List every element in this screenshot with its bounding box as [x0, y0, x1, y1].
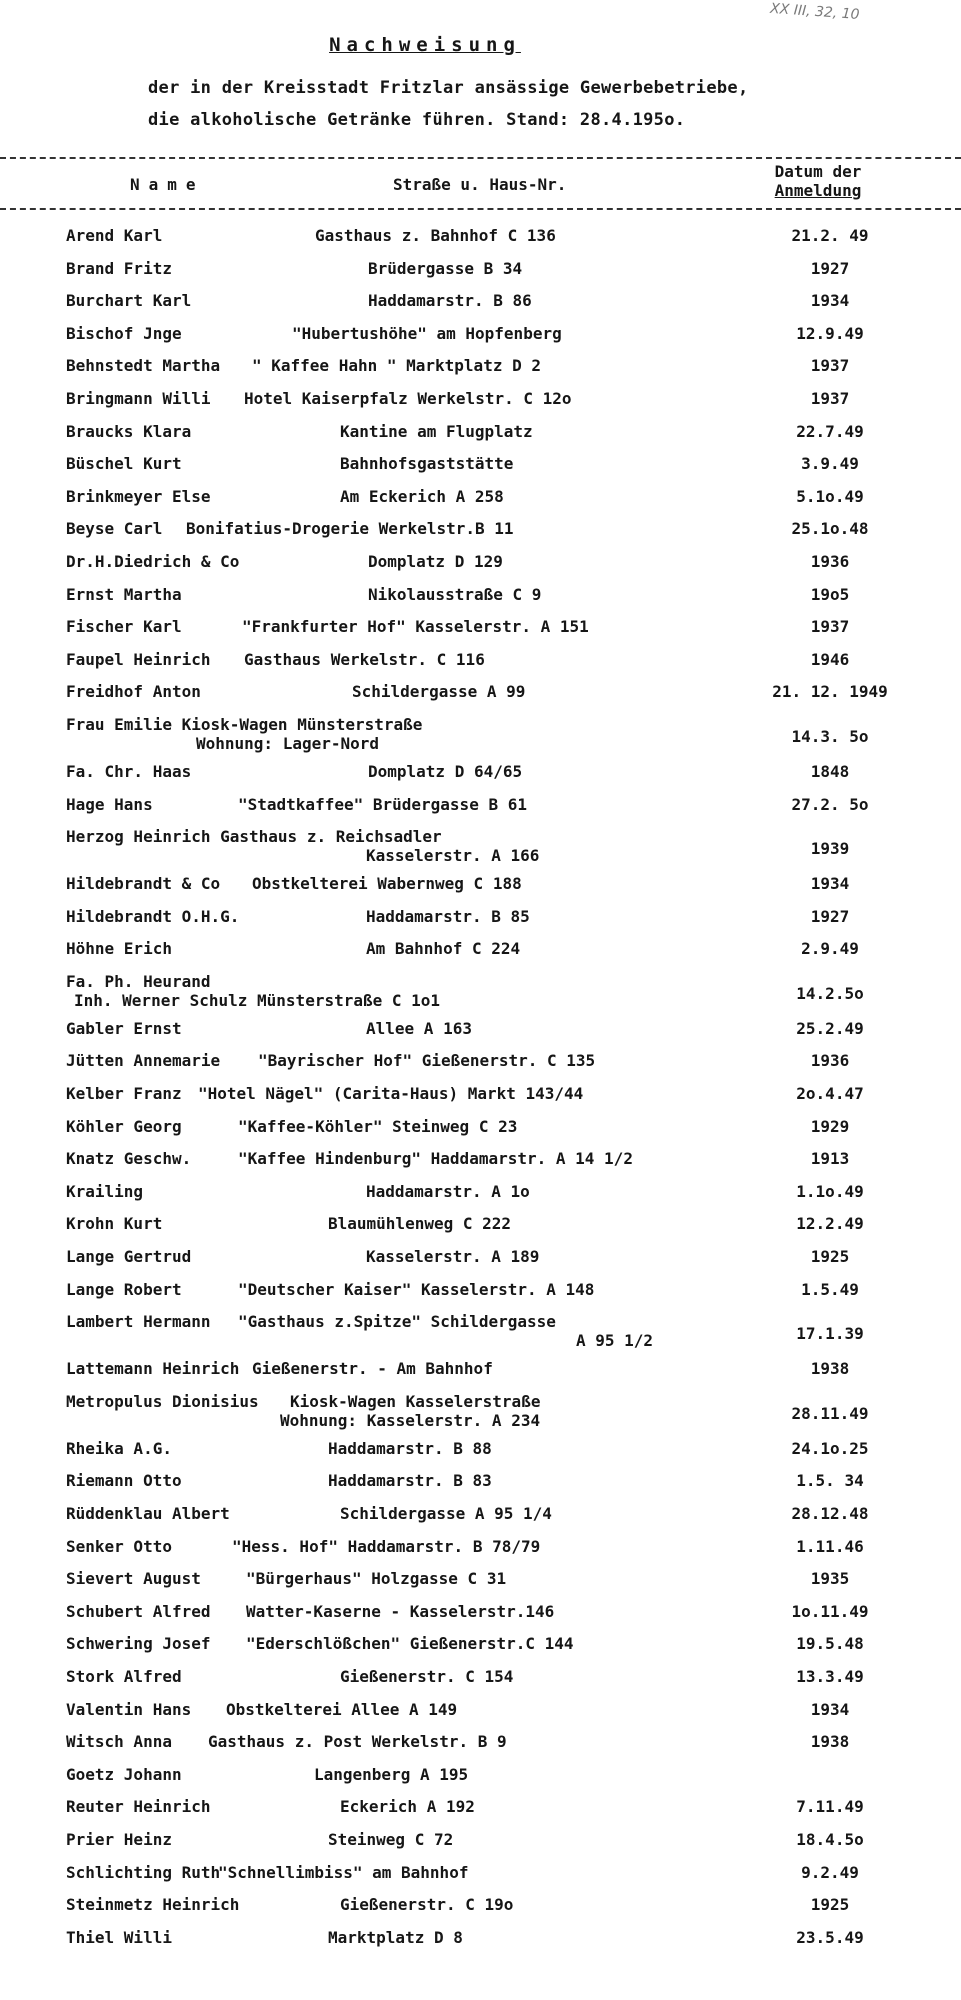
row-name: Witsch Anna — [66, 1732, 172, 1752]
row-name: Lambert Hermann — [66, 1312, 211, 1332]
row-name: Goetz Johann — [66, 1764, 182, 1784]
row-date: 1934 — [810, 874, 850, 894]
row-date: 1937 — [810, 617, 850, 637]
table-row — [0, 1084, 961, 1117]
row-date: 1848 — [810, 761, 850, 781]
table-row — [0, 1214, 961, 1247]
row-name: Rheika A.G. — [66, 1438, 172, 1458]
row-street-line2: Wohnung: Lager-Nord — [196, 733, 380, 753]
archive-annotation: XX III, 32, 10 — [769, 0, 860, 23]
table-row — [0, 1051, 961, 1084]
row-street: Haddamarstr. B 88 — [328, 1438, 492, 1458]
table-row — [0, 1700, 961, 1733]
row-street: Haddamarstr. B 83 — [328, 1471, 492, 1491]
table-row — [0, 1732, 961, 1765]
row-date: 12.9.49 — [796, 323, 864, 343]
table-row — [0, 1280, 961, 1313]
row-street: " Kaffee Hahn " Marktplatz D 2 — [252, 356, 541, 376]
row-date: 1927 — [810, 906, 850, 926]
row-date: 1.5.49 — [801, 1279, 859, 1299]
row-name: Valentin Hans — [66, 1699, 192, 1719]
row-street: "Hotel Nägel" (Carita-Haus) Markt 143/44 — [198, 1084, 584, 1104]
row-name: Sievert August — [66, 1569, 201, 1589]
table-row — [0, 939, 961, 972]
row-name: Rüddenklau Albert — [66, 1504, 230, 1523]
row-date: 1925 — [810, 1895, 850, 1915]
row-name: Brinkmeyer Else — [66, 486, 211, 506]
header-top-divider — [0, 157, 961, 159]
row-date: 1929 — [810, 1116, 850, 1136]
row-name: Metropulus Dionisius — [66, 1391, 259, 1411]
row-street: "Ederschlößchen" Gießenerstr.C 144 — [246, 1634, 574, 1654]
row-name: Büschel Kurt — [66, 454, 182, 474]
table-row — [0, 1471, 961, 1504]
row-date: 14.3. 5o — [791, 726, 869, 746]
row-name: Riemann Otto — [66, 1471, 182, 1491]
row-street: Kantine am Flugplatz — [340, 421, 533, 441]
row-date: 25.2.49 — [796, 1018, 864, 1038]
row-street: "Hubertushöhe" am Hopfenberg — [292, 323, 562, 343]
row-street: Haddamarstr. A 1o — [366, 1181, 530, 1201]
row-name: Hildebrandt O.H.G. — [66, 906, 240, 926]
row-date: 22.7.49 — [796, 421, 864, 441]
row-name: Jütten Annemarie — [66, 1051, 221, 1071]
row-name: Dr.H.Diedrich & Co — [66, 551, 240, 571]
row-date: 18.4.5o — [796, 1829, 864, 1849]
row-name: Arend Karl — [66, 226, 163, 245]
row-date: 1927 — [810, 258, 850, 278]
table-row — [0, 1537, 961, 1570]
row-street: Schildergasse A 95 1/4 — [340, 1504, 552, 1523]
row-street: "Frankfurter Hof" Kasselerstr. A 151 — [242, 617, 589, 637]
table-row — [0, 1863, 961, 1896]
row-date: 1935 — [810, 1569, 850, 1589]
row-name: Behnstedt Martha — [66, 356, 221, 376]
row-date: 14.2.5o — [796, 983, 864, 1003]
row-name: Faupel Heinrich — [66, 649, 211, 669]
row-date: 1937 — [810, 356, 850, 376]
row-name: Fa. Chr. Haas — [66, 761, 192, 781]
row-street: "Bürgerhaus" Holzgasse C 31 — [246, 1569, 507, 1589]
row-name: Köhler Georg — [66, 1116, 182, 1136]
row-name: Krailing — [66, 1181, 144, 1201]
column-header-street: Straße u. Haus-Nr. — [393, 175, 567, 194]
row-name: Gabler Ernst — [66, 1018, 182, 1038]
row-street: "Kaffee-Köhler" Steinweg C 23 — [238, 1116, 518, 1136]
row-date: 28.12.48 — [791, 1504, 869, 1523]
row-street: Langenberg A 195 — [314, 1764, 469, 1784]
row-name: Reuter Heinrich — [66, 1797, 211, 1817]
row-date: 1938 — [810, 1732, 850, 1752]
row-street: Hotel Kaiserpfalz Werkelstr. C 12o — [244, 388, 572, 408]
row-name: Schubert Alfred — [66, 1601, 211, 1621]
row-street: "Hess. Hof" Haddamarstr. B 78/79 — [232, 1536, 541, 1556]
subtitle-line-2: die alkoholische Getränke führen. Stand: 28.4.195o. — [148, 110, 686, 130]
table-row — [0, 1247, 961, 1280]
row-name: Lattemann Heinrich — [66, 1359, 240, 1379]
business-list — [0, 226, 961, 1960]
table-row — [0, 1182, 961, 1215]
row-name: Fischer Karl — [66, 617, 182, 637]
row-street: Kasselerstr. A 189 — [366, 1247, 540, 1267]
row-street: Gasthaus z. Post Werkelstr. B 9 — [208, 1732, 507, 1752]
row-street-line2: A 95 1/2 — [576, 1331, 654, 1351]
row-name: Hildebrandt & Co — [66, 874, 221, 894]
row-date: 1946 — [810, 649, 850, 669]
row-date: 28.11.49 — [791, 1403, 869, 1423]
row-date: 7.11.49 — [796, 1797, 864, 1817]
document-title: Nachweisung — [329, 34, 521, 56]
row-date: 1.1o.49 — [796, 1181, 864, 1201]
row-date: 19o5 — [810, 584, 850, 604]
row-street: "Kaffee Hindenburg" Haddamarstr. A 14 1/2 — [238, 1149, 633, 1169]
row-street: Haddamarstr. B 86 — [368, 291, 532, 311]
row-street: Gießenerstr. C 154 — [340, 1666, 514, 1686]
row-date: 3.9.49 — [801, 454, 859, 474]
row-street: "Deutscher Kaiser" Kasselerstr. A 148 — [238, 1279, 595, 1299]
row-date: 1.5. 34 — [796, 1471, 864, 1491]
table-row — [0, 422, 961, 455]
table-row — [0, 1765, 961, 1798]
table-row — [0, 1019, 961, 1052]
table-row — [0, 1895, 961, 1928]
row-date: 1936 — [810, 1051, 850, 1071]
column-header-date — [758, 162, 878, 200]
row-street: Haddamarstr. B 85 — [366, 906, 530, 926]
row-street: Marktplatz D 8 — [328, 1927, 463, 1947]
row-date: 19.5.48 — [796, 1634, 864, 1654]
row-date: 24.1o.25 — [791, 1438, 869, 1458]
row-name: Frau Emilie Kiosk-Wagen Münsterstraße — [66, 714, 423, 734]
row-name: Beyse Carl — [66, 519, 163, 539]
row-date: 1936 — [810, 551, 850, 571]
table-row — [0, 972, 961, 1019]
row-street: Obstkelterei Allee A 149 — [226, 1699, 458, 1719]
row-street: Watter-Kaserne - Kasselerstr.146 — [246, 1601, 555, 1621]
row-street: "Gasthaus z.Spitze" Schildergasse — [238, 1312, 556, 1332]
row-name: Fa. Ph. Heurand — [66, 971, 211, 991]
row-name: Burchart Karl — [66, 291, 192, 311]
table-row — [0, 650, 961, 683]
row-name: Schlichting Ruth — [66, 1862, 221, 1882]
row-street: Gießenerstr. - Am Bahnhof — [252, 1359, 493, 1379]
row-name: Stork Alfred — [66, 1666, 182, 1686]
row-name: Kelber Franz — [66, 1084, 182, 1104]
table-row — [0, 1602, 961, 1635]
row-name: Bringmann Willi — [66, 388, 211, 408]
row-date: 1925 — [810, 1247, 850, 1267]
row-street: Kiosk-Wagen Kasselerstraße — [290, 1391, 541, 1411]
row-name: Freidhof Anton — [66, 682, 201, 702]
table-row — [0, 1569, 961, 1602]
row-date: 25.1o.48 — [791, 519, 869, 539]
row-name: Prier Heinz — [66, 1829, 172, 1849]
row-street: Brüdergasse B 34 — [368, 258, 523, 278]
row-street: Domplatz D 129 — [368, 551, 503, 571]
table-row — [0, 1149, 961, 1182]
column-header-date-line1: Datum der — [774, 162, 862, 181]
row-name: Braucks Klara — [66, 421, 192, 441]
row-street: Schildergasse A 99 — [352, 682, 526, 702]
row-street: Obstkelterei Wabernweg C 188 — [252, 874, 522, 894]
table-row — [0, 552, 961, 585]
row-street: Nikolausstraße C 9 — [368, 584, 542, 604]
row-street-line2: Kasselerstr. A 166 — [366, 846, 540, 866]
row-date: 27.2. 5o — [791, 794, 869, 814]
table-row — [0, 1312, 961, 1359]
row-date: 21.2. 49 — [791, 226, 869, 245]
row-name: Bischof Jnge — [66, 323, 182, 343]
row-date: 1934 — [810, 291, 850, 311]
row-name: Lange Gertrud — [66, 1247, 192, 1267]
row-name: Thiel Willi — [66, 1927, 172, 1947]
row-street: Steinweg C 72 — [328, 1829, 454, 1849]
row-name: Krohn Kurt — [66, 1214, 163, 1234]
row-street: Blaumühlenweg C 222 — [328, 1214, 512, 1234]
row-date: 5.1o.49 — [796, 486, 864, 506]
table-row — [0, 585, 961, 618]
table-row — [0, 795, 961, 828]
row-street: Eckerich A 192 — [340, 1797, 475, 1817]
table-row — [0, 1797, 961, 1830]
table-row — [0, 1504, 961, 1537]
row-date: 1913 — [810, 1149, 850, 1169]
table-row — [0, 454, 961, 487]
table-row — [0, 874, 961, 907]
table-row — [0, 1359, 961, 1392]
table-row — [0, 682, 961, 715]
row-street: Bonifatius-Drogerie Werkelstr.B 11 — [186, 519, 514, 539]
table-row — [0, 519, 961, 552]
row-street: Am Bahnhof C 224 — [366, 939, 521, 959]
row-name: Steinmetz Heinrich — [66, 1895, 240, 1915]
row-street: Gasthaus Werkelstr. C 116 — [244, 649, 485, 669]
column-header-date-line2: Anmeldung — [774, 181, 862, 200]
row-street-line2: Wohnung: Kasselerstr. A 234 — [280, 1410, 541, 1430]
column-header-name: Name — [130, 175, 205, 194]
row-street: Bahnhofsgaststätte — [340, 454, 514, 474]
row-street: Gießenerstr. C 19o — [340, 1895, 514, 1915]
row-date: 21. 12. 1949 — [772, 682, 888, 702]
row-street: "Stadtkaffee" Brüdergasse B 61 — [238, 794, 527, 814]
table-row — [0, 1928, 961, 1961]
header-bottom-divider — [0, 208, 961, 210]
row-date: 2o.4.47 — [796, 1084, 864, 1104]
table-row — [0, 487, 961, 520]
row-date: 17.1.39 — [796, 1324, 864, 1344]
row-street: "Schnellimbiss" am Bahnhof — [218, 1862, 469, 1882]
row-name: Höhne Erich — [66, 939, 172, 959]
table-row — [0, 259, 961, 292]
row-street: "Bayrischer Hof" Gießenerstr. C 135 — [258, 1051, 596, 1071]
row-date: 1o.11.49 — [791, 1601, 869, 1621]
table-row — [0, 827, 961, 874]
row-street: Gasthaus z. Bahnhof C 136 — [315, 226, 556, 245]
row-date: 1.11.46 — [796, 1536, 864, 1556]
table-row — [0, 715, 961, 762]
row-street-line2: Inh. Werner Schulz Münsterstraße C 1o1 — [74, 990, 441, 1010]
row-name: Hage Hans — [66, 794, 153, 814]
table-row — [0, 1392, 961, 1439]
table-row — [0, 226, 961, 259]
row-name: Knatz Geschw. — [66, 1149, 192, 1169]
row-name: Ernst Martha — [66, 584, 182, 604]
table-row — [0, 356, 961, 389]
row-name: Schwering Josef — [66, 1634, 211, 1654]
table-row — [0, 617, 961, 650]
row-name: Brand Fritz — [66, 258, 172, 278]
row-street: Domplatz D 64/65 — [368, 761, 523, 781]
table-row — [0, 389, 961, 422]
row-street: Am Eckerich A 258 — [340, 486, 504, 506]
row-street: Allee A 163 — [366, 1018, 472, 1038]
row-date: 23.5.49 — [796, 1927, 864, 1947]
table-row — [0, 1667, 961, 1700]
table-row — [0, 1634, 961, 1667]
row-date: 12.2.49 — [796, 1214, 864, 1234]
row-name: Senker Otto — [66, 1536, 172, 1556]
row-date: 2.9.49 — [801, 939, 859, 959]
row-date: 13.3.49 — [796, 1666, 864, 1686]
table-row — [0, 1439, 961, 1472]
row-date: 9.2.49 — [801, 1862, 859, 1882]
row-date: 1939 — [810, 839, 850, 859]
row-name: Herzog Heinrich Gasthaus z. Reichsadler — [66, 827, 442, 847]
table-row — [0, 291, 961, 324]
row-date: 1938 — [810, 1359, 850, 1379]
table-row — [0, 762, 961, 795]
subtitle-line-1: der in der Kreisstadt Fritzlar ansässige Gewerbebetriebe, — [148, 78, 749, 98]
table-row — [0, 907, 961, 940]
table-row — [0, 1830, 961, 1863]
table-row — [0, 324, 961, 357]
row-name: Lange Robert — [66, 1279, 182, 1299]
row-date: 1937 — [810, 388, 850, 408]
table-row — [0, 1117, 961, 1150]
row-date: 1934 — [810, 1699, 850, 1719]
